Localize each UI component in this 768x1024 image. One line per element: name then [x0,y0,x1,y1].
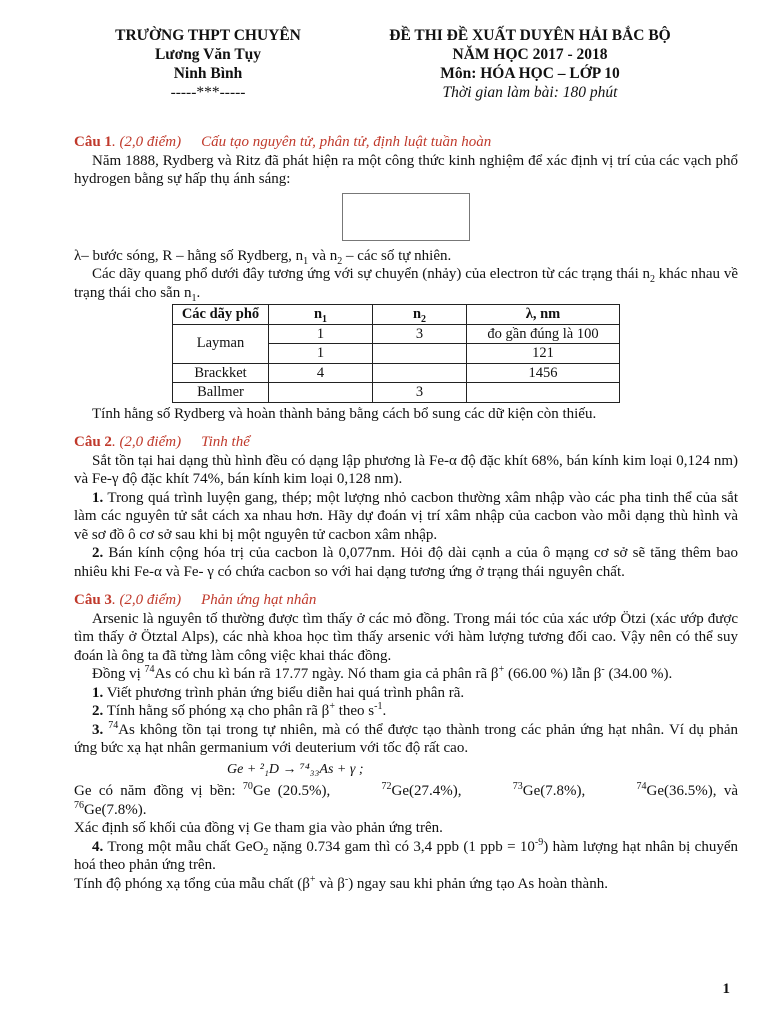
q1-p3-text-a: Các dãy quang phổ dưới đây tương ứng với sự chuyển (nhảy) của electron từ các trạng thái n [92,266,651,282]
spectral-series-table [172,304,620,403]
isotope-abundance: Ge(7.8%). [84,801,147,818]
exam-time: Thời gian làm bài: 180 phút [442,84,618,101]
table-cell-series: Layman [173,324,269,363]
isotope-mass: 76 [74,799,84,811]
q3-item-1-number: 1. [92,684,104,701]
q3-isotopes-intro: Ge có năm đồng vị bền: [74,783,243,799]
school-name: TRƯỜNG THPT CHUYÊN [115,27,301,44]
table-cell: 1 [269,344,373,364]
q3-item-2-number: 2. [92,703,104,719]
q2-title: Tinh thể [201,434,250,450]
q3-item-3 [74,721,738,758]
isotope-abundance: Ge(27.4%), [391,783,462,799]
q2-heading [74,433,738,452]
q1-paragraph-4: Tính hằng số Rydberg và hoàn thành bảng bằng cách bổ sung các dữ kiện còn thiếu. [92,405,597,422]
isotope-abundance: Ge(7.8%), [522,783,586,799]
q3-item-2-text-a: Tính hằng số phóng xạ cho phân rã β [103,703,330,719]
isotope-mass: 70 [242,781,253,792]
q2-score: . (2,0 điểm) [111,434,182,450]
q3-paragraph-9: Tính độ phóng xạ tổng của mẫu chất (β+ và β-) ngay sau khi phản ứng tạo As hoàn thành. [74,873,608,892]
table-cell: 1456 [467,363,620,383]
q1-number: Câu 1 [74,134,112,150]
q2-paragraph-2 [74,489,738,545]
table-cell-empty [467,383,620,403]
q1-p2-text-c: – các số tự nhiên. [342,247,452,264]
table-cell-empty [373,344,467,364]
q3-item-3-number: 3. [92,721,104,738]
table-header-n1-text: n [313,306,323,322]
table-cell-empty [373,363,467,383]
table-row [173,363,620,383]
q3-item-4-text-a: Trong một mẫu chất GeO [103,838,264,855]
page-number: 1 [722,981,730,997]
q3-item-1-text: Viết phương trình phản ứng biểu diễn hai quá trình phân rã. [103,684,465,701]
table-cell: đo gần đúng là 100 [467,324,620,344]
exam-title: ĐỀ THI ĐỀ XUẤT DUYÊN HẢI BẮC BỘ [389,27,671,44]
exam-body [74,133,738,893]
q3-item-4-text-c: ) hàm lượng hạt nhân bị chuyển hoá theo phản ứng trên. [74,838,738,873]
isotope-mass: 72 [381,781,392,792]
q3-item-4-text-b: nặng 0.734 gam thì có 3,4 ppb (1 ppb = 10 [268,838,535,855]
exam-header [340,26,720,102]
q3-title: Phản ứng hạt nhân [201,592,317,608]
table-row [173,324,620,344]
q1-p3-text-b: khác nhau về trạng thái cho sẵn n [74,266,738,301]
table-cell: 4 [269,363,373,383]
q3-item-2-text-b: theo s [334,703,375,719]
q3-number: Câu 3 [74,592,112,608]
q2-item-2-number: 2. [92,545,104,561]
q1-title: Cấu tạo nguyên tử, phân tử, định luật tuần hoàn [201,134,492,150]
q3-paragraph-1: Arsenic là nguyên tố thường được tìm thấy ở các mỏ đồng. Trong mái tóc của xác ướp Ötzi (xác ướp được tìm thấy ở Ötztal Alps), các nhà khoa học tìm thấy arsenic với hàm lượng tương đối cao. Vậy nên có thể suy đoán là ông ta đã từng làm công việc khai thác đồng. [74,610,738,664]
header-separator: -----***----- [170,84,246,101]
q2-number: Câu 2 [74,434,112,450]
q1-paragraph-1: Năm 1888, Rydberg và Ritz đã phát hiện ra một công thức kinh nghiệm để xác định vị trí của các vạch phổ hydrogen bằng sự hấp thụ ánh sáng: [74,152,738,187]
table-header-row [173,305,620,325]
q3-item-2: 2. Tính hằng số phóng xạ cho phân rã β+ theo $s^{-1}$. [92,701,387,719]
table-cell: 1 [269,324,373,344]
q3-p9-text-c: ) ngay sau khi phản ứng tạo As hoàn thành. [348,875,608,892]
q1-heading [74,133,738,152]
q1-p2-text-a: λ– bước sóng, R – hằng số Rydberg, n [74,247,304,264]
q2-paragraph-3 [74,544,738,581]
q3-p2-text-a: Đồng vị [92,666,145,682]
q3-p2-mass-number: 74 [144,664,155,675]
q3-isotopes [74,782,738,819]
table-header-n1: $n_1$ [269,305,373,325]
isotope-abundance: Ge(36.5%), và [646,783,739,799]
q2-item-1-text: Trong quá trình luyện gang, thép; một lượng nhỏ cacbon thường xâm nhập vào các pha tinh thể của sắt làm các nguyên tử sắt cách xa nhau hơn. Hãy dự đoán vị trí xâm nhập của cacbon vào mỗi dạng thù hình và vẽ sơ đồ ô cơ sở sau khi bị một nguyên tử cacbon xâm nhập. [74,489,738,543]
q2-item-1-number: 1. [92,489,104,506]
table-cell-series: Ballmer [173,383,269,403]
school-location: Ninh Bình [173,65,243,82]
table-cell: 3 [373,324,467,344]
q2-paragraph-1: Sắt tồn tại hai dạng thù hình đều có dạng lập phương là Fe-α độ đặc khít 68%, bán kính kim loại 0,124 nm) và Fe-γ độ đặc khít 74%, bán kính kim loại 0,128 nm). [74,452,738,487]
q3-p9-text-a: Tính độ phóng xạ tổng của mẫu chất (β [74,875,310,892]
q3-item-3-text: As không tồn tại trong tự nhiên, mà có thể được tạo thành trong các phản ứng hạt nhân. Ví dụ phản ứng bức xạ hạt nhân germanium với deuterium với tốc độ rất cao. [74,721,739,756]
isotope-mass: 74 [636,781,647,792]
q3-score: . (2,0 điểm) [111,592,182,608]
q3-item-4-number: 4. [92,838,104,855]
table-cell-empty [269,383,373,403]
q3-heading [74,591,738,610]
q1-score: . (2,0 điểm) [111,134,182,150]
table-cell: 121 [467,344,620,364]
table-row [173,383,620,403]
school-header [78,26,338,102]
q1-paragraph-3: Các dãy quang phổ dưới đây tương ứng với sự chuyển (nhảy) của electron từ các trạng thái $n_2$ khác nhau về trạng thái cho sẵn $n_1$. [74,266,738,304]
table-header-n2-text: n [412,306,422,322]
formula-image-placeholder [342,193,470,241]
q1-paragraph-2: λ– bước sóng, R – hằng số Rydberg, $n_1$ và $n_2$ – các số tự nhiên. [74,247,452,267]
q3-paragraph-2: Đồng vị $^{74}$As có chu kì bán rã 17.77 ngày. Nó tham gia cả phân rã β+ (66.00 %) lẫn β- (34.00 %). [92,664,673,682]
table-cell-series: Brackket [173,363,269,383]
q3-p2-text-c: (66.00 %) lẫn β [504,666,602,682]
isotope-abundance: Ge (20.5%), [252,783,331,799]
q3-item-4: 4. Trong một mẫu chất GeO$_2$ nặng 0.734 gam thì có 3,4 ppb (1 ppb = $10^{-9}$) hàm lượng hạt nhân bị chuyển hoá theo phản ứng trên. [74,836,738,873]
q3-p2-text-d: (34.00 %). [604,666,673,682]
q3-item-1 [74,684,738,703]
q3-item-2-text-c: . [382,703,387,719]
isotope-mass: 73 [512,781,523,792]
table-cell: 3 [373,383,467,403]
q3-p2-text-b: As có chu kì bán rã 17.77 ngày. Nó tham gia cả phân rã β [154,666,499,682]
q3-item-3-mass-number: 74 [108,719,119,731]
table-header-series: Các dãy phổ [173,305,269,325]
q1-p2-text-b: và n [308,247,338,264]
exam-year: NĂM HỌC 2017 - 2018 [452,46,608,63]
school-name-2: Lương Văn Tụy [154,46,262,63]
q2-item-2-text: Bán kính cộng hóa trị của cacbon là 0,077nm. Hỏi độ dài cạnh a của ô mạng cơ sở sẽ tăng thêm bao nhiêu khi Fe-α và Fe- γ có chứa cacbon so với hai dạng tương ứng ở trạng thái nguyên chất. [74,545,738,580]
q3-paragraph-7: Xác định số khối của đồng vị Ge tham gia vào phản ứng trên. [74,820,443,836]
nuclear-reaction-equation: Ge + ²₁D → ⁷⁴₃₃As + γ ; [227,761,364,777]
table-header-lambda: λ, nm [467,305,620,325]
q3-p9-text-b: và β [315,875,345,892]
table-header-n2: $n_2$ [373,305,467,325]
exam-subject: Môn: HÓA HỌC – LỚP 10 [440,65,620,82]
